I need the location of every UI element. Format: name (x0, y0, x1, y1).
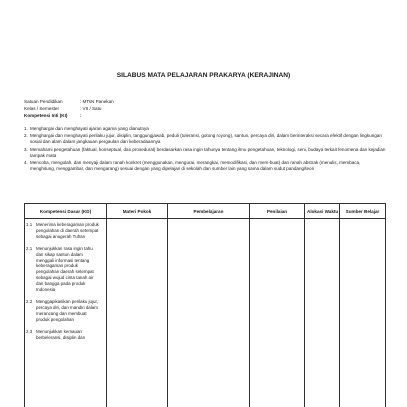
kd-item (25, 299, 106, 323)
meta-value: : MTsN Panekan (80, 99, 114, 104)
cell-materi-pokok (107, 219, 168, 407)
cell-sumber-belajar (340, 219, 386, 407)
ki-item-number: 1. (24, 126, 28, 131)
header-kompetensi-dasar: Kompetensi Dasar (KD) (25, 204, 107, 219)
kd-text: Menunjukkan kemauan berbeleransi, disiplin dan (36, 328, 86, 340)
ki-heading-colon: : (80, 113, 82, 119)
cell-alokasi-waktu (305, 219, 340, 407)
document-meta (24, 98, 114, 120)
meta-row-class (24, 105, 114, 112)
kd-text: Menggapikasikan perilaku jujur, percaya diri, dan mandiri dalam merancang dan membuat produk pengolahan (36, 298, 98, 322)
meta-row-school (24, 98, 114, 105)
kd-item (25, 246, 106, 293)
kd-number: 2.1 (26, 245, 33, 251)
header-pembelajaran: Pembelajaran (168, 204, 250, 219)
ki-item (24, 126, 386, 132)
ki-item-text: Menghargai dan menghayati perilaku jujur, disiplin, tanggungjawab, peduli (toleransi, gotong royong), santun, percaya diri, dalam berinteraksi secara efektif dengan lingkungan sosial dan alam dalam jangkauan pergaulan dan keberadaannya (30, 133, 382, 145)
ki-heading-row (24, 112, 114, 119)
ki-item-text: Mencoba, mengolah, dan menyaji dalam ranah konkret (menggunakan, mengurai, merangkai, memodifikasi, dan mem-buat) dan ranah abstrak (menulis, membaca, menghitung, menggambar, dan mengarang) sesuai dengan yang dipelajari di sekolah dan sumber lain yang sama dalam sudut pandang/teori (30, 159, 361, 171)
header-penilaian: Penilaian (250, 204, 305, 219)
ki-item-text: Menghargai dan menghayati ajaran agama yang dianutnya (30, 126, 149, 131)
ki-item-number: 3. (24, 146, 28, 152)
kd-item (25, 222, 106, 240)
syllabus-table (24, 203, 386, 407)
ki-item-text: Memahami pengetahuan (faktual, konseptual, dan prosedural) berdasarkan rasa ingin tahunya tentang ilmu pengetahuan, teknologi, seni, budaya terkait fenomena dan kejadian tampak mata (30, 146, 386, 158)
ki-heading: Kompetensi Inti (KI) (24, 113, 68, 119)
document-title: SILABUS MATA PELAJARAN PRAKARYA (KERAJINAN) (116, 72, 291, 79)
meta-value: : VII / Satu (80, 106, 102, 112)
cell-penilaian (250, 219, 305, 407)
ki-item-number: 4. (24, 159, 28, 165)
kd-number: 2.2 (26, 298, 33, 304)
meta-label: Kelas / Semester (24, 106, 59, 112)
kd-text: Menerima keberagaman produk pengolahan di daerah setempat sebagai anugerah Tuhan (36, 222, 99, 239)
kd-item (25, 329, 106, 341)
ki-item (24, 160, 386, 172)
kd-number: 1.1 (26, 222, 33, 227)
cell-pembelajaran (168, 219, 250, 407)
kd-number: 2.3 (26, 328, 33, 334)
table-header-row (25, 204, 386, 219)
meta-label: Satuan Pendidikan (24, 99, 63, 104)
table-row (25, 219, 386, 407)
header-materi-pokok: Materi Pokok (107, 204, 168, 219)
kd-list (25, 219, 106, 340)
ki-item (24, 147, 386, 159)
cell-kompetensi-dasar (25, 219, 107, 407)
kd-text: Menunjukkan rasa ingin tahu dan sikap santun dalam menggali informasi tentang keberagaman produk pengolahan daerah setempat sebagai wujud cinta tanah air dan bangga pada produk Indonesia (36, 245, 94, 293)
ki-list (24, 126, 386, 173)
header-sumber-belajar: Sumber Belajar (340, 204, 386, 219)
ki-item-number: 2. (24, 133, 28, 139)
ki-item (24, 133, 386, 145)
header-alokasi-waktu: Alokasi Waktu (305, 204, 340, 219)
